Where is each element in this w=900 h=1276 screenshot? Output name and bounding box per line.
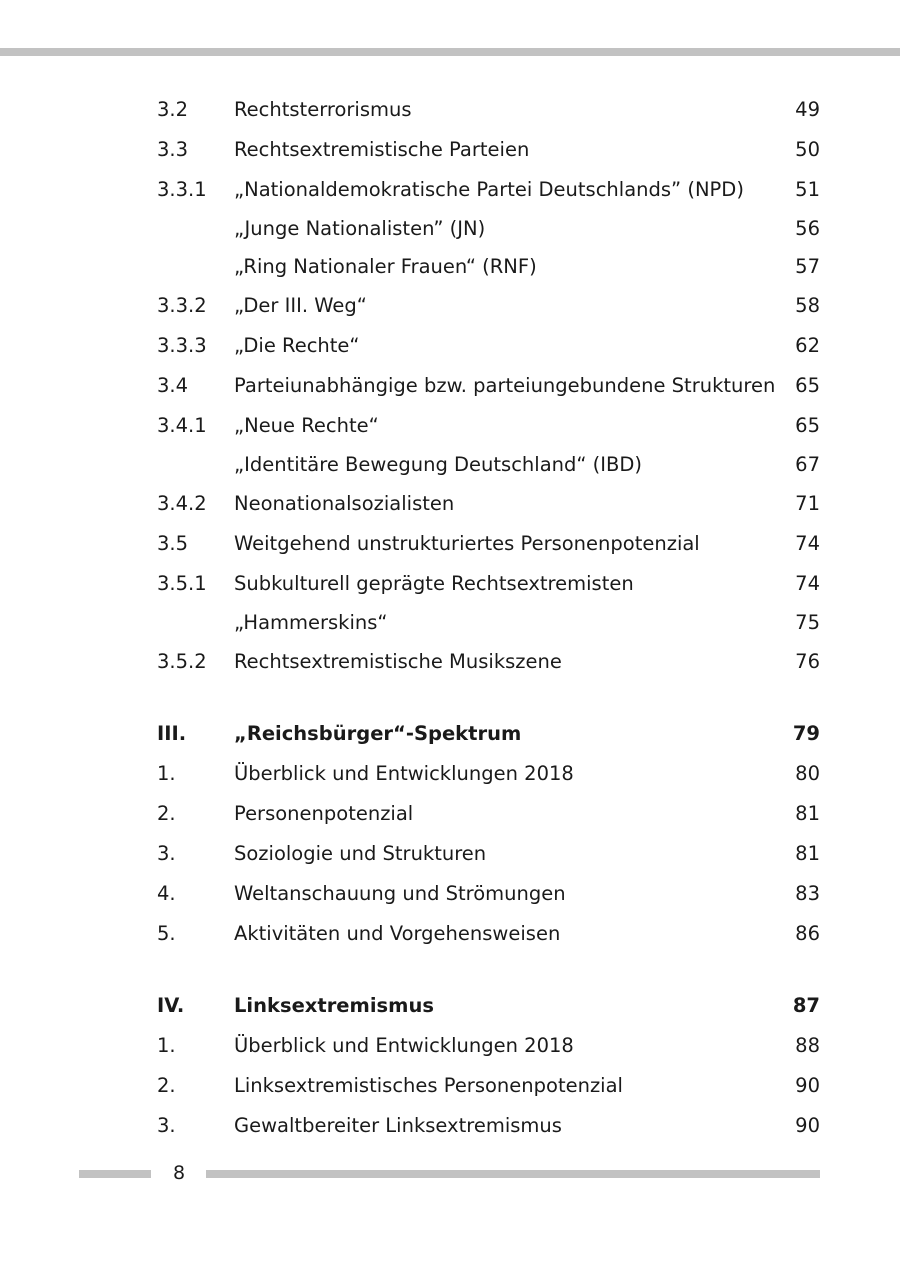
toc-entry-number: 3.4 [157,374,189,397]
toc-entry-title: Rechtsextremistische Musikszene [234,650,562,673]
toc-entry-page: 57 [795,255,820,278]
footer-rule-left [79,1170,151,1178]
toc-entry-title: „Hammerskins“ [234,611,388,634]
toc-entry-number: 3.2 [157,98,189,121]
toc-entry-title: Subkulturell geprägte Rechtsextremisten [234,572,634,595]
section-gap [157,954,820,986]
toc-entry-title: Parteiunabhängige bzw. parteiungebundene Strukturen [234,374,776,397]
toc-section-heading[interactable] [157,714,820,754]
toc-entry-page: 90 [795,1114,820,1137]
page-number: 8 [172,1162,186,1184]
toc-entry-title: Überblick und Entwicklungen 2018 [234,762,574,785]
toc-entry[interactable] [157,754,820,794]
toc-entry-number: 3. [157,1114,176,1137]
toc-entry-number: 2. [157,1074,176,1097]
toc-entry-number: 3. [157,842,176,865]
toc-entry-title: Gewaltbereiter Linksextremismus [234,1114,562,1137]
toc-section-title: „Reichsbürger“-Spektrum [234,722,522,745]
toc-entry-number: 3.3.1 [157,178,207,201]
toc-section-page: 87 [792,994,820,1017]
toc-section-number: III. [157,722,187,745]
toc-entry-page: 50 [795,138,820,161]
footer-rule-right [206,1170,820,1178]
toc-entry[interactable] [157,524,820,564]
toc-entry-title: Weltanschauung und Strömungen [234,882,566,905]
toc-entry[interactable] [157,170,820,210]
toc-entry-number: 1. [157,762,176,785]
toc-entry-page: 65 [795,414,820,437]
toc-entry-title: Neonationalsozialisten [234,492,455,515]
toc-section-heading[interactable] [157,986,820,1026]
toc-section-title: Linksextremismus [234,994,434,1017]
toc-entry-number: 1. [157,1034,176,1057]
toc-section-page: 79 [792,722,820,745]
toc-entry-page: 71 [795,492,820,515]
toc-entry[interactable] [157,446,820,484]
toc-entry-title: „Junge Nationalisten” (JN) [234,217,486,240]
toc-entry-page: 58 [795,294,820,317]
toc-entry[interactable] [157,130,820,170]
toc-entry-page: 74 [795,572,820,595]
toc-entry-title: „Der III. Weg“ [234,294,367,317]
toc-entry[interactable] [157,642,820,682]
toc-entry[interactable] [157,1026,820,1066]
toc-entry-page: 81 [795,802,820,825]
toc-entry-title: Aktivitäten und Vorgehensweisen [234,922,561,945]
toc-entry[interactable] [157,406,820,446]
toc-entry-number: 3.3.3 [157,334,207,357]
toc-entry-number: 3.3 [157,138,189,161]
toc-entry-title: Soziologie und Strukturen [234,842,487,865]
toc-entry-title: „Identitäre Bewegung Deutschland“ (IBD) [234,453,643,476]
toc-entry-page: 86 [795,922,820,945]
toc-entry[interactable] [157,794,820,834]
toc-entry-title: „Die Rechte“ [234,334,360,357]
toc-entry-title: „Ring Nationaler Frauen“ (RNF) [234,255,537,278]
toc-section-number: IV. [157,994,185,1017]
toc-entry-title: „Neue Rechte“ [234,414,379,437]
toc-entry[interactable] [157,914,820,954]
toc-entry-title: Personenpotenzial [234,802,414,825]
toc-entry[interactable] [157,874,820,914]
toc-entry-page: 75 [795,611,820,634]
toc-entry[interactable] [157,90,820,130]
toc-entry-page: 83 [795,882,820,905]
toc-entry-title: Rechtsextremistische Parteien [234,138,530,161]
toc-entry-number: 5. [157,922,176,945]
toc-entry-number: 4. [157,882,176,905]
toc-entry-page: 62 [795,334,820,357]
toc-entry[interactable] [157,286,820,326]
toc-entry[interactable] [157,210,820,248]
toc-entry-number: 3.5.2 [157,650,207,673]
toc-entry-title: Überblick und Entwicklungen 2018 [234,1034,574,1057]
toc-entry-number: 3.5 [157,532,189,555]
toc-entry-page: 65 [795,374,820,397]
toc-entry[interactable] [157,484,820,524]
toc-entry-title: Linksextremistisches Personenpotenzial [234,1074,623,1097]
toc-entry-page: 90 [795,1074,820,1097]
toc-entry-page: 80 [795,762,820,785]
top-rule [0,48,900,56]
toc-entry[interactable] [157,1066,820,1106]
toc-entry-page: 56 [795,217,820,240]
toc-entry[interactable] [157,564,820,604]
section-gap [157,682,820,714]
toc-entry-page: 67 [795,453,820,476]
toc-entry[interactable] [157,1106,820,1146]
toc-entry-page: 76 [795,650,820,673]
toc-entry-title: „Nationaldemokratische Partei Deutschlands” (NPD) [234,178,744,201]
toc-entry-number: 3.3.2 [157,294,207,317]
toc-entry-number: 3.5.1 [157,572,207,595]
toc-entry-number: 3.4.2 [157,492,207,515]
toc-entry-page: 81 [795,842,820,865]
toc-entry-number: 3.4.1 [157,414,207,437]
toc-entry-title: Weitgehend unstrukturiertes Personenpotenzial [234,532,700,555]
toc-entry[interactable] [157,248,820,286]
table-of-contents [157,90,820,1146]
toc-entry[interactable] [157,326,820,366]
toc-entry-page: 88 [795,1034,820,1057]
toc-entry-title: Rechtsterrorismus [234,98,412,121]
toc-entry-page: 49 [795,98,820,121]
toc-entry-page: 74 [795,532,820,555]
toc-entry[interactable] [157,604,820,642]
toc-entry[interactable] [157,834,820,874]
toc-entry[interactable] [157,366,820,406]
toc-entry-page: 51 [795,178,820,201]
toc-entry-number: 2. [157,802,176,825]
